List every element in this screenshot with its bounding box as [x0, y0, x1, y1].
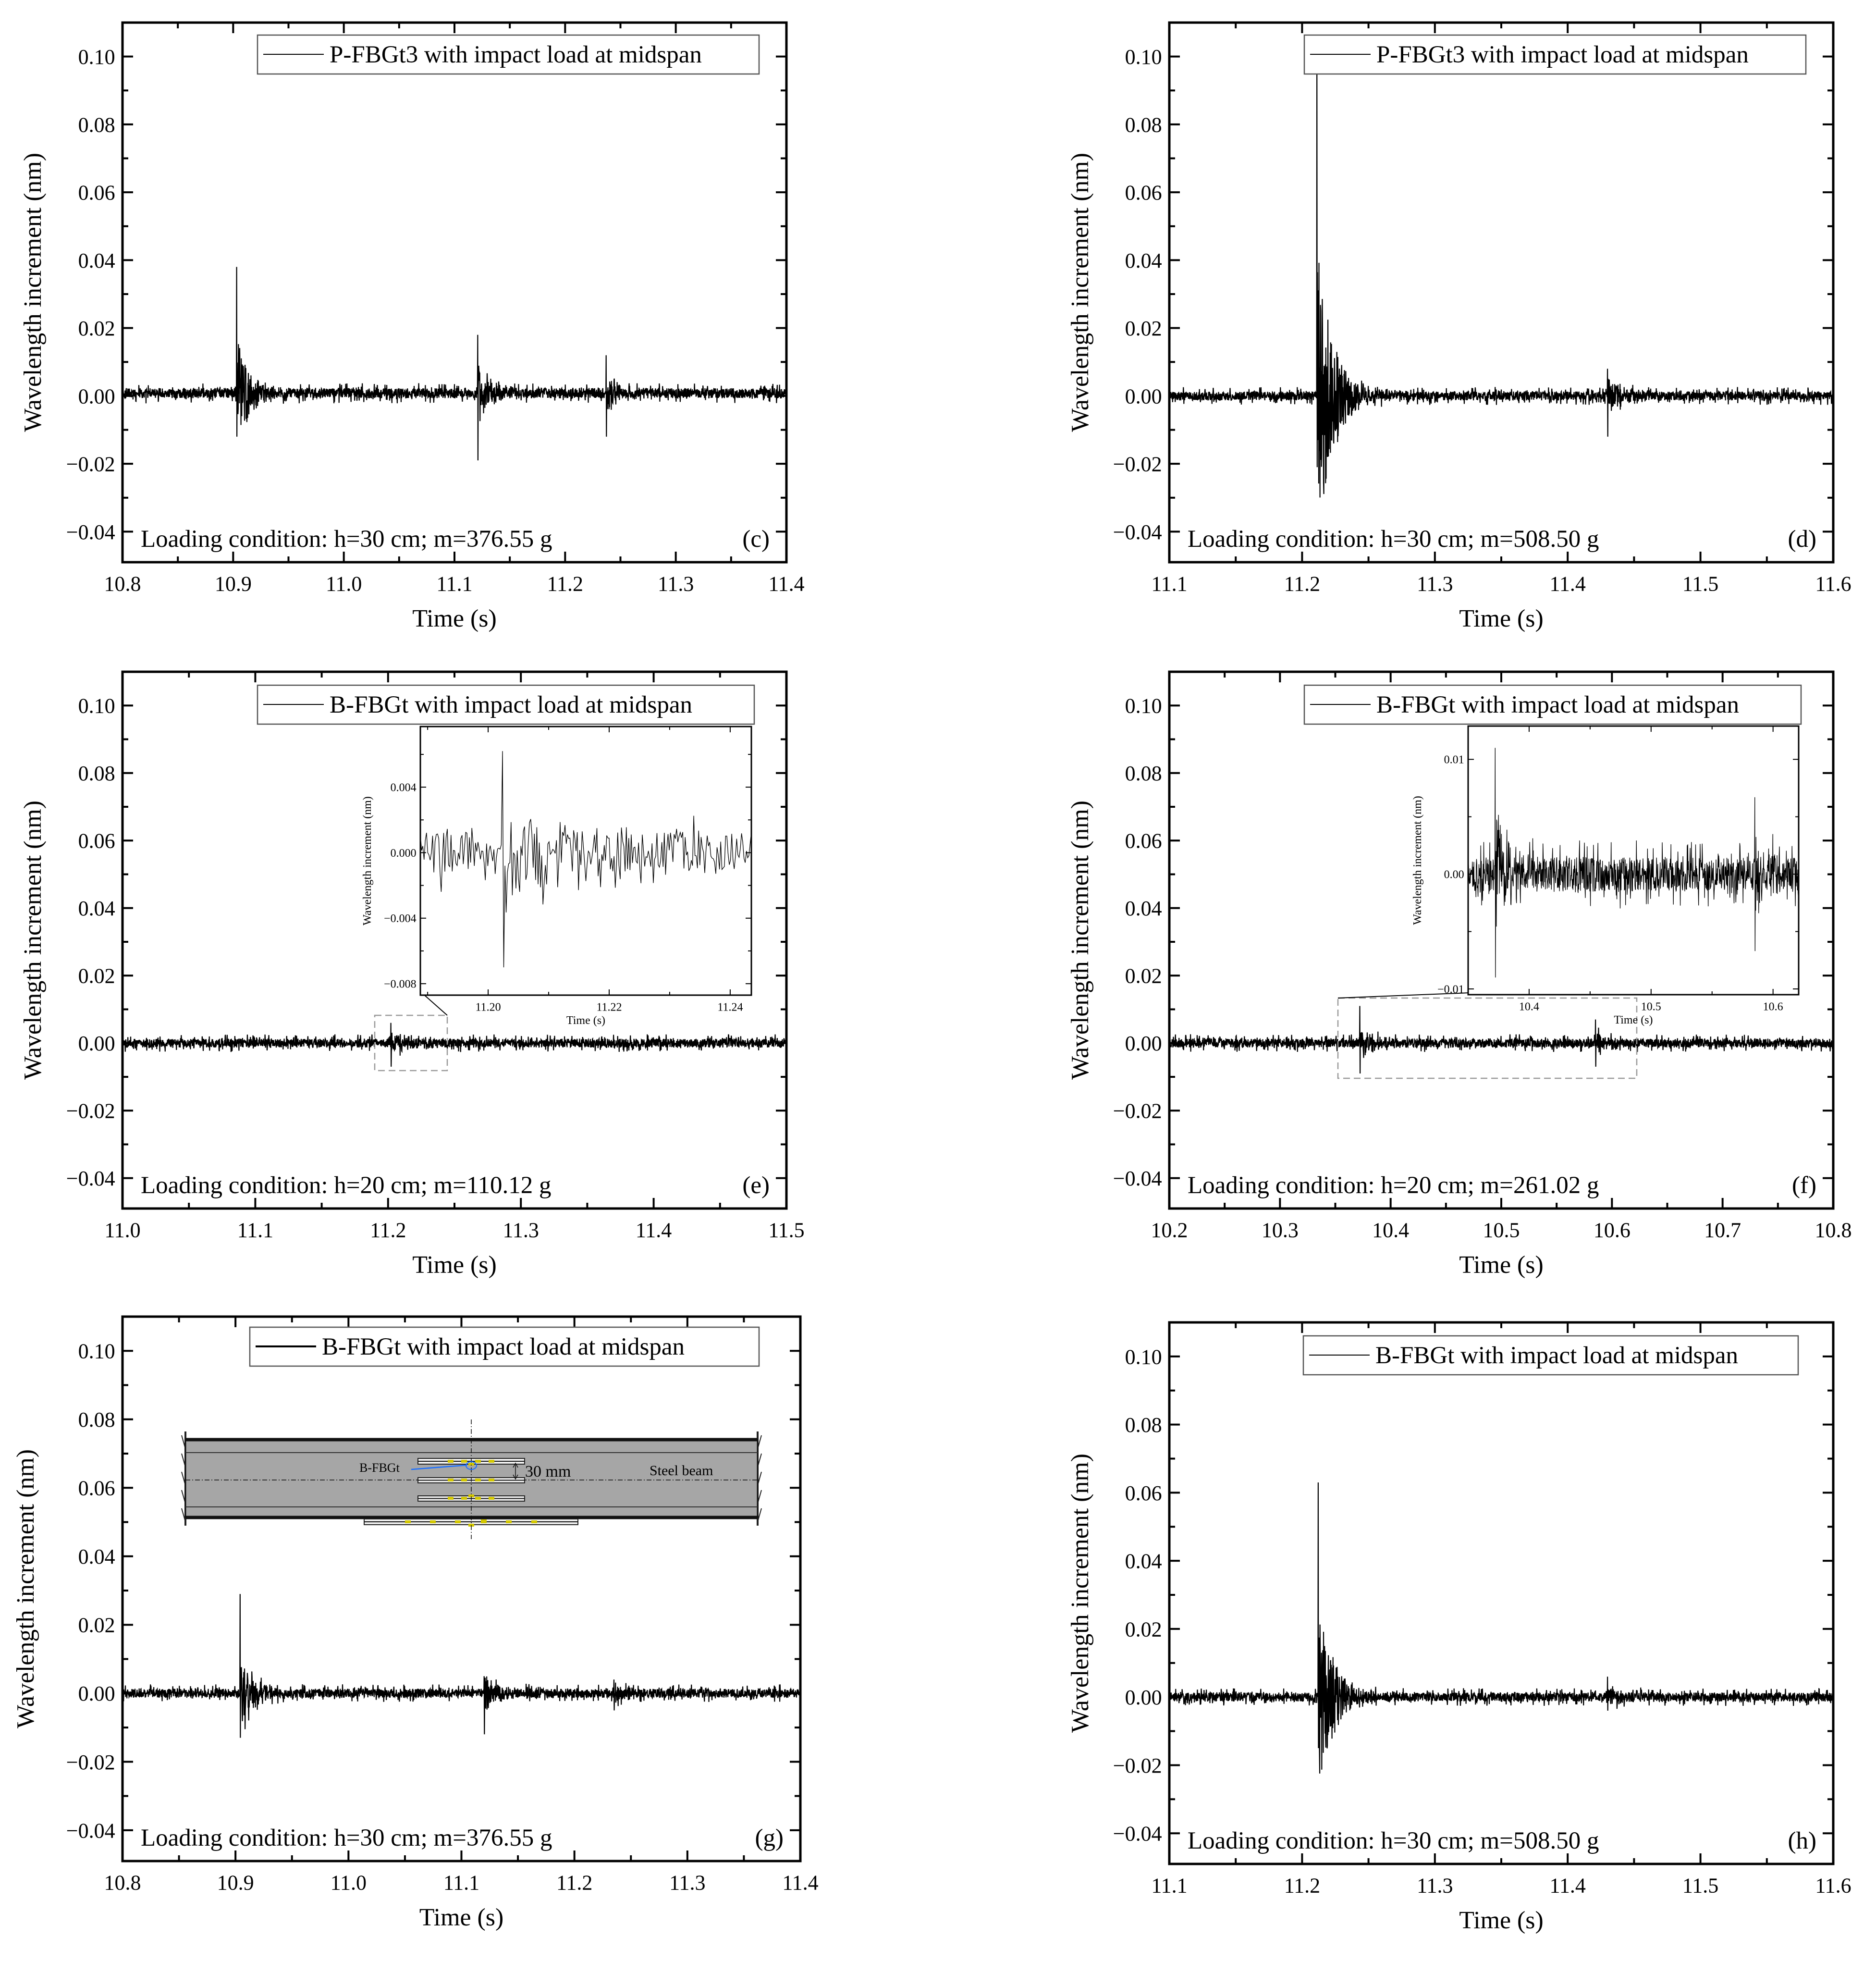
panel-letter: (c) [742, 526, 770, 553]
x-tick-label: 10.8 [104, 572, 141, 596]
y-tick-label: 0.04 [1125, 248, 1162, 272]
legend-label: B-FBGt with impact load at midspan [322, 1333, 685, 1360]
x-tick-label: 10.2 [1151, 1218, 1188, 1242]
x-tick-label: 11.4 [768, 572, 805, 596]
data-series-line [1169, 1006, 1833, 1074]
y-tick-label: 0.02 [1125, 317, 1162, 341]
panel-letter: (e) [742, 1172, 770, 1199]
y-tick-label: 0.02 [78, 317, 115, 341]
panel-letter: (f) [1792, 1172, 1816, 1199]
y-tick-label: 0.10 [1125, 45, 1162, 69]
y-tick-label: −0.04 [66, 1167, 115, 1191]
legend-label: B-FBGt with impact load at midspan [330, 691, 693, 718]
sensor-label: B-FBGt [359, 1461, 400, 1475]
y-tick-label: −0.004 [384, 913, 417, 925]
x-axis-title: Time (s) [1459, 1907, 1544, 1935]
y-tick-label: 0.000 [390, 847, 417, 860]
y-tick-label: 0.04 [1125, 897, 1162, 921]
x-tick-label: 11.6 [1815, 1874, 1851, 1898]
inset-f [1411, 726, 1799, 1026]
x-tick-label: 11.5 [768, 1218, 805, 1242]
y-tick-label: −0.02 [1113, 1099, 1162, 1123]
data-series-line [123, 1023, 786, 1067]
fbg-grating-mark [531, 1520, 537, 1523]
y-tick-label: 0.00 [1125, 1032, 1162, 1056]
y-tick-label: 0.00 [78, 384, 115, 408]
fbg-grating-mark [455, 1520, 461, 1523]
spacing-label: 30 mm [525, 1463, 571, 1480]
fbg-grating-mark [481, 1519, 487, 1522]
y-tick-label: 0.08 [1125, 1413, 1162, 1437]
y-tick-label: −0.04 [1113, 1167, 1162, 1191]
x-tick-label: 11.1 [436, 572, 473, 596]
x-tick-label: 10.6 [1763, 1000, 1783, 1013]
y-tick-label: 0.01 [1444, 753, 1464, 766]
panel-c [19, 23, 805, 632]
legend-label: B-FBGt with impact load at midspan [1375, 1342, 1739, 1369]
loading-condition-label: Loading condition: h=20 cm; m=261.02 g [1188, 1172, 1599, 1199]
x-tick-label: 11.3 [657, 572, 694, 596]
y-tick-label: −0.04 [66, 520, 115, 544]
y-tick-label: 0.10 [78, 1339, 115, 1363]
x-tick-label: 11.3 [1417, 572, 1453, 596]
x-tick-label: 11.3 [669, 1871, 706, 1895]
fbg-grating-mark [461, 1497, 467, 1500]
axes-frame [123, 23, 786, 562]
y-tick-label: 0.004 [390, 781, 417, 794]
y-tick-label: 0.02 [1125, 964, 1162, 988]
fbg-grating-mark [506, 1520, 512, 1523]
beam-label: Steel beam [650, 1463, 713, 1479]
data-series-line [123, 1594, 800, 1738]
x-tick-label: 11.2 [370, 1218, 406, 1242]
loading-condition-label: Loading condition: h=30 cm; m=508.50 g [1188, 526, 1599, 553]
y-tick-label: 0.08 [78, 113, 115, 137]
axes-frame [1169, 23, 1833, 562]
x-tick-label: 11.2 [1284, 1874, 1321, 1898]
y-tick-label: −0.008 [384, 978, 417, 991]
zoom-connector-line [422, 993, 447, 1015]
y-axis-title: Wavelength increment (nm) [1067, 801, 1094, 1080]
x-tick-label: 11.1 [443, 1871, 480, 1895]
zoom-region-box [1338, 998, 1637, 1078]
y-axis-title: Wavelength increment (nm) [1067, 153, 1094, 432]
y-axis-title: Wavelength increment (nm) [19, 801, 47, 1080]
y-tick-label: 0.00 [1125, 1686, 1162, 1710]
x-tick-label: 11.4 [635, 1218, 672, 1242]
x-axis-title: Time (s) [412, 605, 497, 633]
x-tick-label: 11.20 [475, 1001, 501, 1014]
x-tick-label: 11.1 [237, 1218, 274, 1242]
y-tick-label: −0.04 [1113, 520, 1162, 544]
y-axis-title: Wavelength increment (nm) [361, 796, 374, 925]
y-tick-label: 0.02 [78, 1613, 115, 1637]
x-tick-label: 11.1 [1151, 572, 1188, 596]
x-tick-label: 11.1 [1151, 1874, 1188, 1898]
axes-frame [1169, 1322, 1833, 1864]
y-tick-label: 0.04 [1125, 1549, 1162, 1573]
y-tick-label: 0.06 [78, 829, 115, 853]
axes-frame [123, 1317, 800, 1861]
x-axis-title: Time (s) [1614, 1014, 1653, 1026]
panel-d [1067, 23, 1851, 632]
x-tick-label: 10.5 [1483, 1218, 1520, 1242]
fbg-grating-mark [475, 1497, 481, 1500]
y-axis-title: Wavelength increment (nm) [12, 1449, 39, 1728]
fbg-grating-mark [475, 1479, 481, 1481]
y-tick-label: 0.04 [78, 1545, 115, 1569]
plot-area [123, 1317, 800, 1861]
y-tick-label: 0.10 [1125, 694, 1162, 718]
data-series-line [1169, 1482, 1833, 1774]
legend-label: P-FBGt3 with impact load at midspan [1376, 41, 1749, 68]
x-tick-label: 11.3 [1417, 1874, 1453, 1898]
y-tick-label: −0.02 [66, 1099, 115, 1123]
x-tick-label: 11.24 [717, 1001, 743, 1014]
loading-condition-label: Loading condition: h=30 cm; m=376.55 g [141, 1825, 552, 1851]
y-axis-title: Wavelength increment (nm) [1067, 1454, 1094, 1733]
y-tick-label: 0.00 [78, 1032, 115, 1056]
plot-area [1169, 23, 1833, 562]
y-axis-title: Wavelength increment (nm) [1411, 796, 1424, 925]
panel-letter: (h) [1788, 1827, 1816, 1854]
x-tick-label: 10.6 [1593, 1218, 1631, 1242]
y-axis-title: Wavelength increment (nm) [19, 153, 47, 432]
inset-e [361, 727, 751, 1027]
x-tick-label: 11.6 [1815, 572, 1851, 596]
y-tick-label: 0.06 [78, 181, 115, 205]
x-tick-label: 11.0 [104, 1218, 141, 1242]
x-tick-label: 10.7 [1704, 1218, 1741, 1242]
fbg-grating-mark [448, 1460, 454, 1463]
panel-f [1067, 672, 1852, 1279]
fbg-grating-mark [475, 1460, 481, 1463]
y-tick-label: 0.02 [78, 964, 115, 988]
y-tick-label: 0.10 [1125, 1345, 1162, 1369]
data-series-line [1169, 39, 1833, 497]
x-axis-title: Time (s) [1459, 605, 1544, 633]
plot-area [420, 727, 751, 995]
x-tick-label: 11.4 [1549, 1874, 1586, 1898]
fbg-grating-mark [461, 1479, 467, 1481]
panel-e [19, 672, 805, 1279]
panel-letter: (g) [755, 1825, 784, 1851]
beam-sensor-diagram [182, 1419, 761, 1539]
legend-label: B-FBGt with impact load at midspan [1376, 691, 1740, 718]
x-tick-label: 11.0 [325, 572, 362, 596]
y-tick-label: 0.08 [1125, 113, 1162, 137]
data-series-line [123, 267, 786, 461]
y-tick-label: −0.02 [1113, 1753, 1162, 1777]
x-axis-title: Time (s) [419, 1904, 504, 1932]
x-tick-label: 10.8 [1815, 1218, 1852, 1242]
panel-letter: (d) [1788, 526, 1816, 553]
legend-label: P-FBGt3 with impact load at midspan [330, 41, 702, 68]
x-tick-label: 10.9 [217, 1871, 254, 1895]
x-tick-label: 11.2 [1284, 572, 1321, 596]
x-axis-title: Time (s) [1459, 1251, 1544, 1279]
y-tick-label: 0.10 [78, 45, 115, 69]
y-tick-label: −0.02 [66, 452, 115, 476]
legend [257, 35, 759, 74]
plot-area [1169, 1322, 1833, 1864]
fbg-grating-mark [448, 1497, 454, 1500]
y-tick-label: 0.02 [1125, 1617, 1162, 1641]
y-tick-label: 0.04 [78, 248, 115, 272]
x-axis-title: Time (s) [566, 1014, 606, 1027]
plot-area [123, 23, 786, 562]
fbg-grating-mark [489, 1479, 494, 1481]
fbg-grating-mark [489, 1460, 494, 1463]
legend [1303, 1336, 1798, 1375]
fbg-grating-mark [430, 1520, 436, 1523]
y-tick-label: 0.06 [78, 1476, 115, 1500]
y-tick-label: 0.00 [78, 1682, 115, 1706]
legend [257, 685, 754, 724]
fbg-grating-mark [448, 1479, 454, 1481]
y-tick-label: 0.08 [78, 1408, 115, 1432]
legend [1304, 35, 1806, 74]
y-tick-label: −0.04 [1113, 1822, 1162, 1846]
y-tick-label: 0.10 [78, 694, 115, 718]
y-tick-label: 0.08 [78, 762, 115, 786]
y-tick-label: −0.04 [66, 1819, 115, 1843]
y-tick-label: 0.00 [1444, 868, 1464, 881]
x-tick-label: 11.4 [782, 1871, 819, 1895]
plot-area [1468, 726, 1799, 995]
loading-condition-label: Loading condition: h=30 cm; m=376.55 g [141, 526, 552, 553]
y-tick-label: −0.01 [1437, 983, 1464, 996]
y-tick-label: 0.06 [1125, 1481, 1162, 1505]
x-tick-label: 11.4 [1549, 572, 1586, 596]
x-tick-label: 11.2 [547, 572, 584, 596]
x-tick-label: 10.4 [1372, 1218, 1410, 1242]
legend [1304, 685, 1801, 724]
x-axis-title: Time (s) [412, 1251, 497, 1279]
y-tick-label: 0.06 [1125, 181, 1162, 205]
x-tick-label: 10.4 [1519, 1000, 1539, 1013]
panel-g [12, 1317, 819, 1931]
y-tick-label: 0.00 [1125, 384, 1162, 408]
y-tick-label: 0.08 [1125, 762, 1162, 786]
y-tick-label: −0.02 [66, 1750, 115, 1774]
x-tick-label: 11.0 [330, 1871, 367, 1895]
x-tick-label: 11.22 [596, 1001, 622, 1014]
x-tick-label: 11.2 [556, 1871, 593, 1895]
x-tick-label: 10.8 [104, 1871, 141, 1895]
x-tick-label: 10.5 [1641, 1000, 1661, 1013]
x-tick-label: 11.5 [1682, 1874, 1719, 1898]
y-tick-label: −0.02 [1113, 452, 1162, 476]
y-tick-label: 0.06 [1125, 829, 1162, 853]
fbg-grating-mark [489, 1497, 494, 1500]
panel-h [1067, 1322, 1851, 1934]
loading-condition-label: Loading condition: h=30 cm; m=508.50 g [1188, 1827, 1599, 1854]
loading-condition-label: Loading condition: h=20 cm; m=110.12 g [141, 1172, 552, 1199]
fbg-grating-mark [461, 1460, 467, 1463]
y-tick-label: 0.04 [78, 897, 115, 921]
legend [250, 1327, 759, 1366]
fbg-grating-mark [405, 1520, 411, 1523]
x-tick-label: 10.9 [214, 572, 252, 596]
x-tick-label: 11.3 [503, 1218, 539, 1242]
x-tick-label: 10.3 [1261, 1218, 1299, 1242]
x-tick-label: 11.5 [1682, 572, 1719, 596]
